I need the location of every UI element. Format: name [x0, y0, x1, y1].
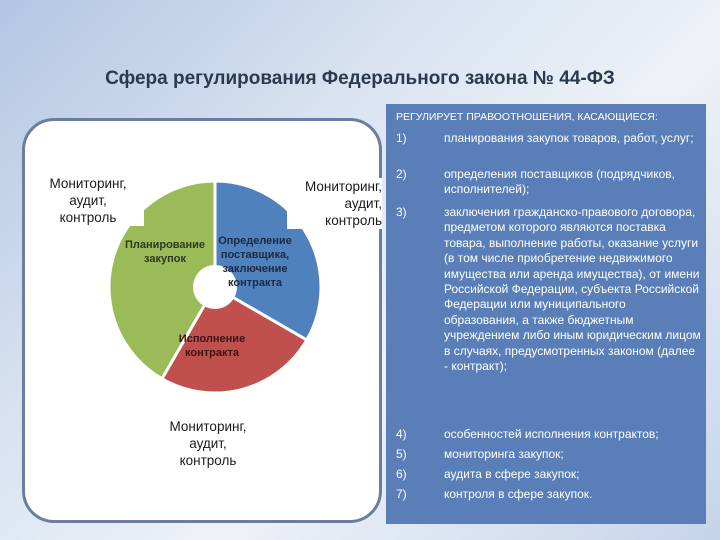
monitoring-label-left: Мониторинг, аудит, контроль — [32, 175, 144, 226]
list-item-text: определения поставщиков (подрядчиков, исполнителей); — [444, 167, 675, 197]
regulation-list-panel — [386, 104, 706, 524]
monitoring-label-right: Мониторинг, аудит, контроль — [287, 178, 382, 229]
list-item-number: 7) — [396, 487, 407, 501]
list-item-number: 6) — [396, 467, 407, 481]
list-item-text: мониторинга закупок; — [444, 447, 564, 461]
segment-label-supplier: Определение поставщика, заключение контракта — [218, 235, 292, 289]
monitoring-label-bottom: Мониторинг, аудит, контроль — [152, 418, 264, 469]
list-item-number: 1) — [396, 131, 407, 145]
list-item-number: 3) — [396, 205, 407, 219]
list-item-text: аудита в сфере закупок; — [444, 467, 580, 481]
page-title: Сфера регулирования Федерального закона № 44-ФЗ — [105, 68, 615, 89]
list-item-number: 4) — [396, 427, 407, 441]
list-item-text: заключения гражданско-правового договора, предметом которого являются поставка товара, выполнение работы, оказание услуги (в том числе приобретение недвижимого имущества или аренда имущества), от имени Российской Федерации, субъекта Российской Федерации или муниципального образования, а также бюджетным учреждением либо иным юридическим лицом в случаях, предусмотренных законом (далее - контракт); — [444, 205, 701, 374]
list-item-text: контроля в сфере закупок. — [444, 487, 593, 501]
list-item-number: 5) — [396, 447, 407, 461]
list-item-text: планирования закупок товаров, работ, услуг; — [444, 131, 694, 145]
segment-label-execution: Исполнение контракта — [178, 333, 246, 359]
segment-label-planning: Планирование закупок — [124, 239, 206, 265]
list-header: РЕГУЛИРУЕТ ПРАВООТНОШЕНИЯ, КАСАЮЩИЕСЯ: — [396, 111, 658, 123]
list-item-text: особенностей исполнения контрактов; — [444, 427, 659, 441]
list-item-number: 2) — [396, 167, 407, 181]
